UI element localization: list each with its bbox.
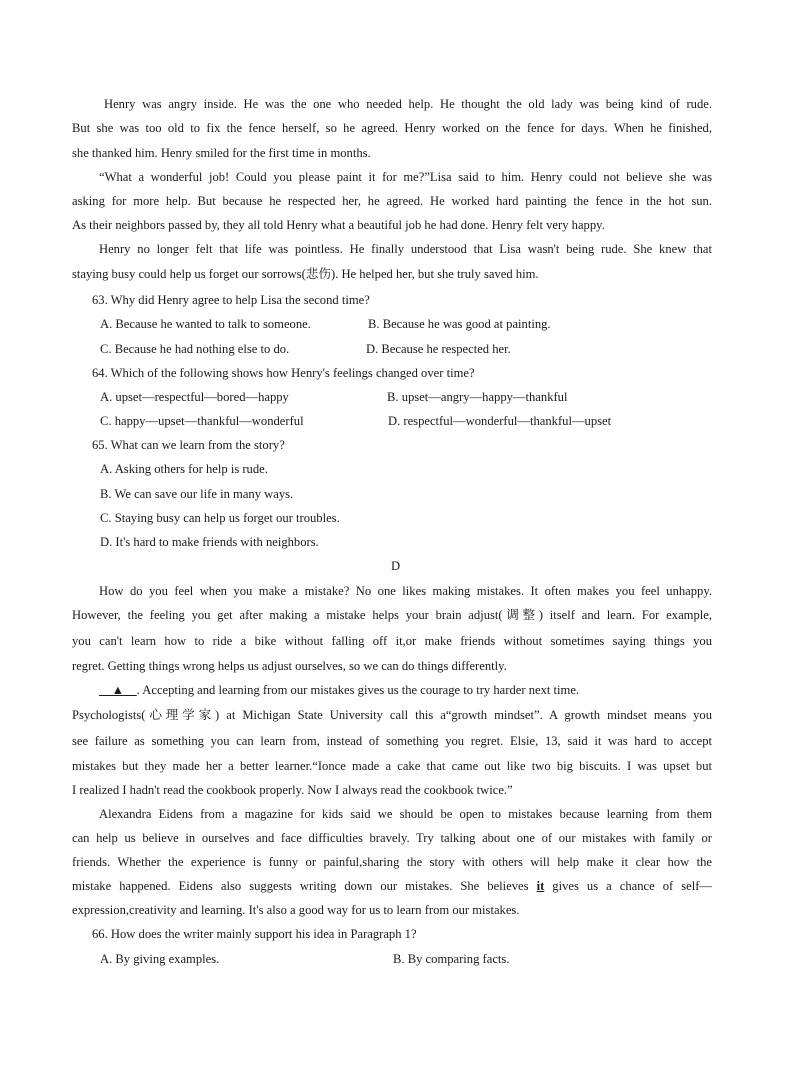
passage-c-p1-line1: Henry was angry inside. He was the one who needed help. He thought the old lady was being kind of rude. xyxy=(104,97,712,111)
passage-d-p1-line2: However, the feeling you get after making a mistake helps your brain adjust(调整) itself and learn. For example, xyxy=(72,608,712,622)
passage-d-p2-line1-text: . Accepting and learning from our mistakes gives us the courage to try harder next time. xyxy=(136,683,580,697)
question-64-option-d[interactable]: D. respectful—wonderful—thankful—upset xyxy=(388,414,612,428)
passage-c-p3-line1: Henry no longer felt that life was pointless. He finally understood that Lisa wasn't being rude. She knew that xyxy=(99,242,712,256)
passage-d-p3-line4 xyxy=(72,878,712,894)
question-63-option-a[interactable]: A. Because he wanted to talk to someone. xyxy=(100,317,311,331)
question-65-option-c[interactable]: C. Staying busy can help us forget our troubles. xyxy=(100,511,340,525)
passage-d-heading: D xyxy=(390,559,401,573)
question-65-stem: 65. What can we learn from the story? xyxy=(92,438,285,452)
question-66-option-b[interactable]: B. By comparing facts. xyxy=(393,952,510,966)
question-64-option-c[interactable]: C. happy—upset—thankful—wonderful xyxy=(100,414,304,428)
passage-c-p1-line2: But she was too old to fix the fence herself, so he agreed. Henry worked on the fence for days. When he finished, xyxy=(72,121,712,135)
question-63-option-d[interactable]: D. Because he respected her. xyxy=(366,342,511,356)
question-65-option-d[interactable]: D. It's hard to make friends with neighbors. xyxy=(100,535,319,549)
question-63-option-b[interactable]: B. Because he was good at painting. xyxy=(368,317,551,331)
passage-d-p3-line4-after: gives us a chance of self— xyxy=(544,879,712,893)
question-66-stem: 66. How does the writer mainly support his idea in Paragraph 1? xyxy=(92,927,417,941)
question-63-option-c[interactable]: C. Because he had nothing else to do. xyxy=(100,342,290,356)
passage-d-p3-line5: expression,creativity and learning. It's also a good way for us to learn from our mistakes. xyxy=(72,903,520,917)
passage-c-p2-line3: As their neighbors passed by, they all told Henry what a beautiful job he had done. Henry felt very happy. xyxy=(72,218,605,232)
passage-d-p1-line3: you can't learn how to ride a bike without falling off it,or make friends without sometimes saying things you xyxy=(72,634,712,648)
passage-c-p1-line3: she thanked him. Henry smiled for the first time in months. xyxy=(72,146,371,160)
passage-d-p2-line5: I realized I hadn't read the cookbook properly. Now I always read the cookbook twice.” xyxy=(72,783,513,797)
question-64-stem: 64. Which of the following shows how Henry's feelings changed over time? xyxy=(92,366,475,380)
passage-d-p3-line4-before: mistake happened. Eidens also suggests writing down our mistakes. She believes xyxy=(72,879,537,893)
passage-d-p3-line2: can help us believe in ourselves and face difficulties bravely. Try talking about one of our mistakes with family or xyxy=(72,831,712,845)
answer-blank[interactable]: __▲__ xyxy=(99,683,137,697)
passage-d-p3-line3: friends. Whether the experience is funny or painful,sharing the story with others will help make it clear how the xyxy=(72,855,712,869)
question-64-option-b[interactable]: B. upset—angry—happy—thankful xyxy=(387,390,568,404)
passage-d-p1-line4: regret. Getting things wrong helps us adjust ourselves, so we can do things differently. xyxy=(72,659,507,673)
question-63-stem: 63. Why did Henry agree to help Lisa the second time? xyxy=(92,293,370,307)
passage-c-p2-line1: “What a wonderful job! Could you please paint it for me?”Lisa said to him. Henry could not believe she was xyxy=(99,170,712,184)
passage-d-p1-line1: How do you feel when you make a mistake? No one likes making mistakes. It often makes you feel unhappy. xyxy=(99,584,712,598)
passage-d-p2-line3: see failure as something you can learn from, instead of something you regret. Elsie, 13, said it was hard to accept xyxy=(72,734,712,748)
passage-d-p2-line2: Psychologists(心理学家) at Michigan State University call this a“growth mindset”. A growth mindset means you xyxy=(72,708,712,722)
passage-c-p3-line2: staying busy could help us forget our sorrows(悲伤). He helped her, but she truly saved him. xyxy=(72,267,539,281)
underlined-it: it xyxy=(536,879,545,893)
passage-d-p2-line4: mistakes but they made her a better learner.“Ionce made a cake that came out like two big biscuits. I was upset but xyxy=(72,759,712,773)
passage-d-p3-line1: Alexandra Eidens from a magazine for kids said we should be open to mistakes because learning from them xyxy=(99,807,712,821)
question-65-option-a[interactable]: A. Asking others for help is rude. xyxy=(100,462,268,476)
question-65-option-b[interactable]: B. We can save our life in many ways. xyxy=(100,487,294,501)
passage-c-p2-line2: asking for more help. But because he respected her, he agreed. He worked hard painting the fence in the hot sun. xyxy=(72,194,712,208)
passage-d-p2-line1 xyxy=(99,682,712,698)
question-64-option-a[interactable]: A. upset—respectful—bored—happy xyxy=(100,390,289,404)
question-66-option-a[interactable]: A. By giving examples. xyxy=(100,952,220,966)
